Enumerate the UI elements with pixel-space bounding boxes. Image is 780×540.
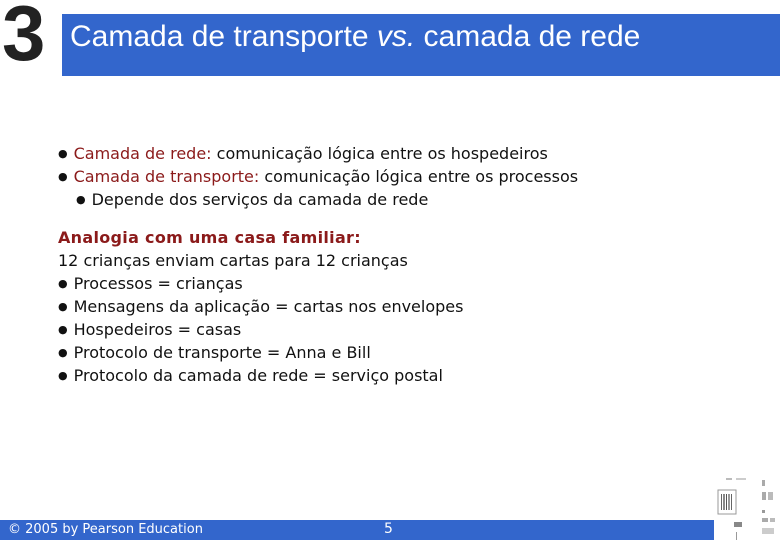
analogy-item: [58, 272, 578, 295]
slide-title: [70, 20, 640, 54]
bullet-text: comunicação lógica entre os hospedeiros: [211, 144, 548, 163]
title-vs: vs.: [376, 20, 416, 53]
slide-content: [58, 142, 578, 387]
bullet-transport-layer: [58, 165, 578, 188]
chapter-number: 3: [2, 0, 46, 77]
bullet-icon: ●: [58, 277, 68, 290]
analogy-item: [58, 341, 578, 364]
bullet-network-layer: [58, 142, 578, 165]
bullet-icon: ●: [58, 170, 68, 183]
analogy-item-text: Protocolo de transporte = Anna e Bill: [73, 343, 371, 362]
bullet-text: comunicação lógica entre os processos: [259, 167, 579, 186]
bullet-icon: ●: [58, 323, 68, 336]
analogy-heading: Analogia com uma casa familiar:: [58, 228, 361, 247]
bullet-icon: ●: [76, 193, 86, 206]
bullet-icon: ●: [58, 300, 68, 313]
analogy-item: [58, 295, 578, 318]
bullet-icon: ●: [58, 346, 68, 359]
title-part2: camada de rede: [415, 20, 641, 53]
document-thumbnail-icon: [712, 470, 778, 540]
analogy-item-text: Protocolo da camada de rede = serviço postal: [73, 366, 443, 385]
bullet-term: Camada de rede:: [73, 144, 212, 163]
bullet-icon: ●: [58, 147, 68, 160]
page-number: 5: [384, 521, 393, 537]
analogy-item-text: Mensagens da aplicação = cartas nos envelopes: [73, 297, 464, 316]
sub-bullet-text: Depende dos serviços da camada de rede: [91, 190, 429, 209]
analogy-intro: 12 crianças enviam cartas para 12 crianças: [58, 251, 408, 270]
bullet-term: Camada de transporte:: [73, 167, 260, 186]
title-part1: Camada de transporte: [70, 20, 377, 53]
bullet-icon: ●: [58, 369, 68, 382]
footer-copyright: © 2005 by Pearson Education: [8, 522, 203, 537]
sub-bullet: [58, 188, 578, 211]
analogy-item-text: Hospedeiros = casas: [73, 320, 242, 339]
analogy-item: [58, 318, 578, 341]
analogy-item: [58, 364, 578, 387]
analogy-item-text: Processos = crianças: [73, 274, 243, 293]
